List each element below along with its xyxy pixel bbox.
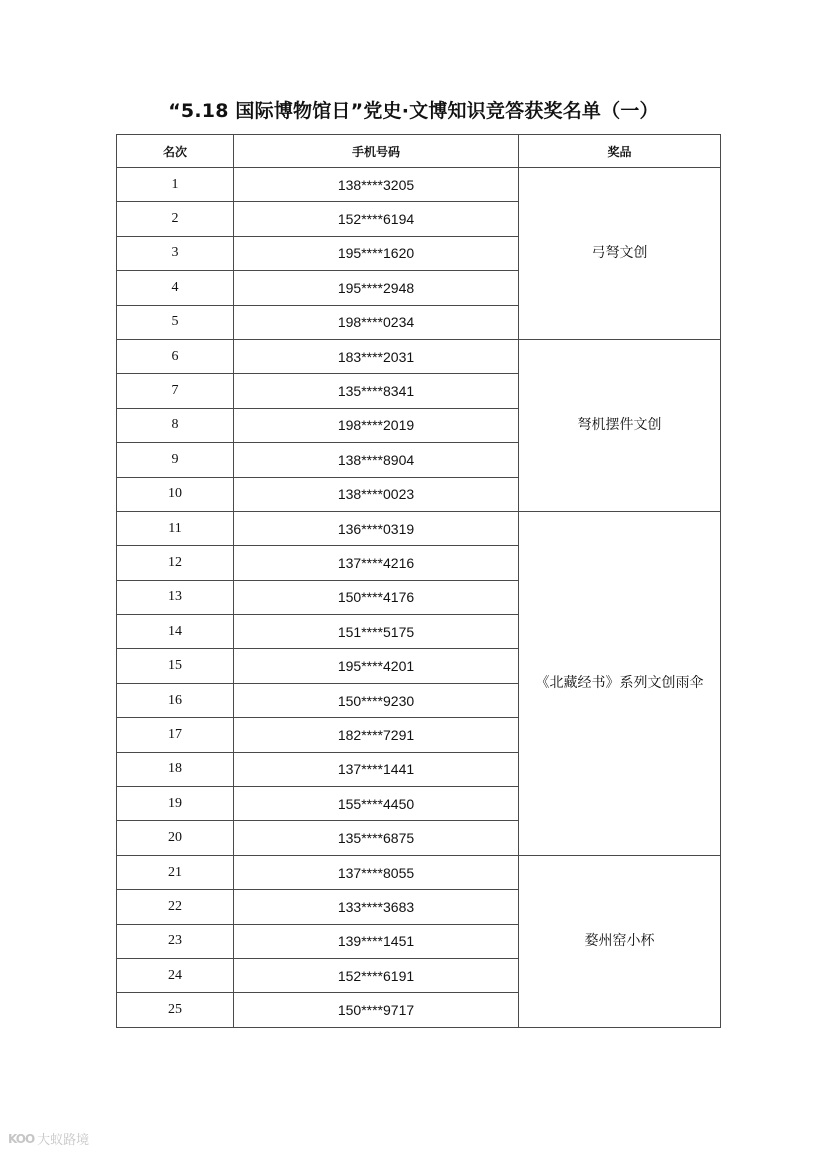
rank-cell: 20 bbox=[117, 821, 234, 855]
phone-cell: 150****9230 bbox=[234, 683, 519, 717]
rank-cell: 22 bbox=[117, 890, 234, 924]
rank-cell: 10 bbox=[117, 477, 234, 511]
phone-cell: 136****0319 bbox=[234, 511, 519, 545]
rank-cell: 13 bbox=[117, 580, 234, 614]
rank-cell: 24 bbox=[117, 958, 234, 992]
table-row bbox=[117, 168, 721, 202]
phone-cell: 183****2031 bbox=[234, 339, 519, 373]
rank-cell: 15 bbox=[117, 649, 234, 683]
rank-cell: 9 bbox=[117, 443, 234, 477]
table-body bbox=[117, 168, 721, 1028]
rank-cell: 25 bbox=[117, 993, 234, 1027]
rank-cell: 21 bbox=[117, 855, 234, 889]
rank-cell: 12 bbox=[117, 546, 234, 580]
prize-cell: 婺州窑小杯 bbox=[519, 855, 721, 1027]
phone-cell: 137****4216 bbox=[234, 546, 519, 580]
rank-cell: 6 bbox=[117, 339, 234, 373]
rank-cell: 19 bbox=[117, 787, 234, 821]
prize-cell: 弩机摆件文创 bbox=[519, 339, 721, 511]
rank-cell: 16 bbox=[117, 683, 234, 717]
phone-cell: 135****8341 bbox=[234, 374, 519, 408]
phone-cell: 150****9717 bbox=[234, 993, 519, 1027]
rank-cell: 18 bbox=[117, 752, 234, 786]
phone-cell: 137****8055 bbox=[234, 855, 519, 889]
phone-cell: 151****5175 bbox=[234, 615, 519, 649]
rank-cell: 23 bbox=[117, 924, 234, 958]
phone-cell: 152****6191 bbox=[234, 958, 519, 992]
prize-cell: 《北藏经书》系列文创雨伞 bbox=[519, 511, 721, 855]
watermark-text: 大蚁路境 bbox=[37, 1133, 90, 1148]
phone-cell: 135****6875 bbox=[234, 821, 519, 855]
phone-cell: 138****0023 bbox=[234, 477, 519, 511]
phone-cell: 152****6194 bbox=[234, 202, 519, 236]
phone-cell: 182****7291 bbox=[234, 718, 519, 752]
phone-cell: 195****4201 bbox=[234, 649, 519, 683]
phone-cell: 155****4450 bbox=[234, 787, 519, 821]
rank-cell: 14 bbox=[117, 615, 234, 649]
rank-cell: 2 bbox=[117, 202, 234, 236]
phone-cell: 138****8904 bbox=[234, 443, 519, 477]
phone-cell: 198****0234 bbox=[234, 305, 519, 339]
phone-cell: 195****1620 bbox=[234, 236, 519, 270]
table-header-row bbox=[117, 135, 721, 168]
phone-cell: 138****3205 bbox=[234, 168, 519, 202]
rank-cell: 8 bbox=[117, 408, 234, 442]
phone-cell: 195****2948 bbox=[234, 271, 519, 305]
column-header-rank: 名次 bbox=[117, 135, 234, 168]
rank-cell: 5 bbox=[117, 305, 234, 339]
column-header-phone: 手机号码 bbox=[234, 135, 519, 168]
rank-cell: 11 bbox=[117, 511, 234, 545]
rank-cell: 4 bbox=[117, 271, 234, 305]
winners-table bbox=[116, 134, 721, 1028]
phone-cell: 198****2019 bbox=[234, 408, 519, 442]
rank-cell: 1 bbox=[117, 168, 234, 202]
table-row bbox=[117, 339, 721, 373]
column-header-prize: 奖品 bbox=[519, 135, 721, 168]
rank-cell: 17 bbox=[117, 718, 234, 752]
rank-cell: 7 bbox=[117, 374, 234, 408]
page-title: “5.18 国际博物馆日”党史·文博知识竞答获奖名单（一） bbox=[168, 100, 659, 122]
watermark-logo: KOO bbox=[8, 1131, 35, 1146]
table-row bbox=[117, 855, 721, 889]
rank-cell: 3 bbox=[117, 236, 234, 270]
prize-cell: 弓弩文创 bbox=[519, 168, 721, 340]
phone-cell: 133****3683 bbox=[234, 890, 519, 924]
phone-cell: 137****1441 bbox=[234, 752, 519, 786]
table-row bbox=[117, 511, 721, 545]
watermark bbox=[8, 1129, 89, 1148]
phone-cell: 139****1451 bbox=[234, 924, 519, 958]
phone-cell: 150****4176 bbox=[234, 580, 519, 614]
